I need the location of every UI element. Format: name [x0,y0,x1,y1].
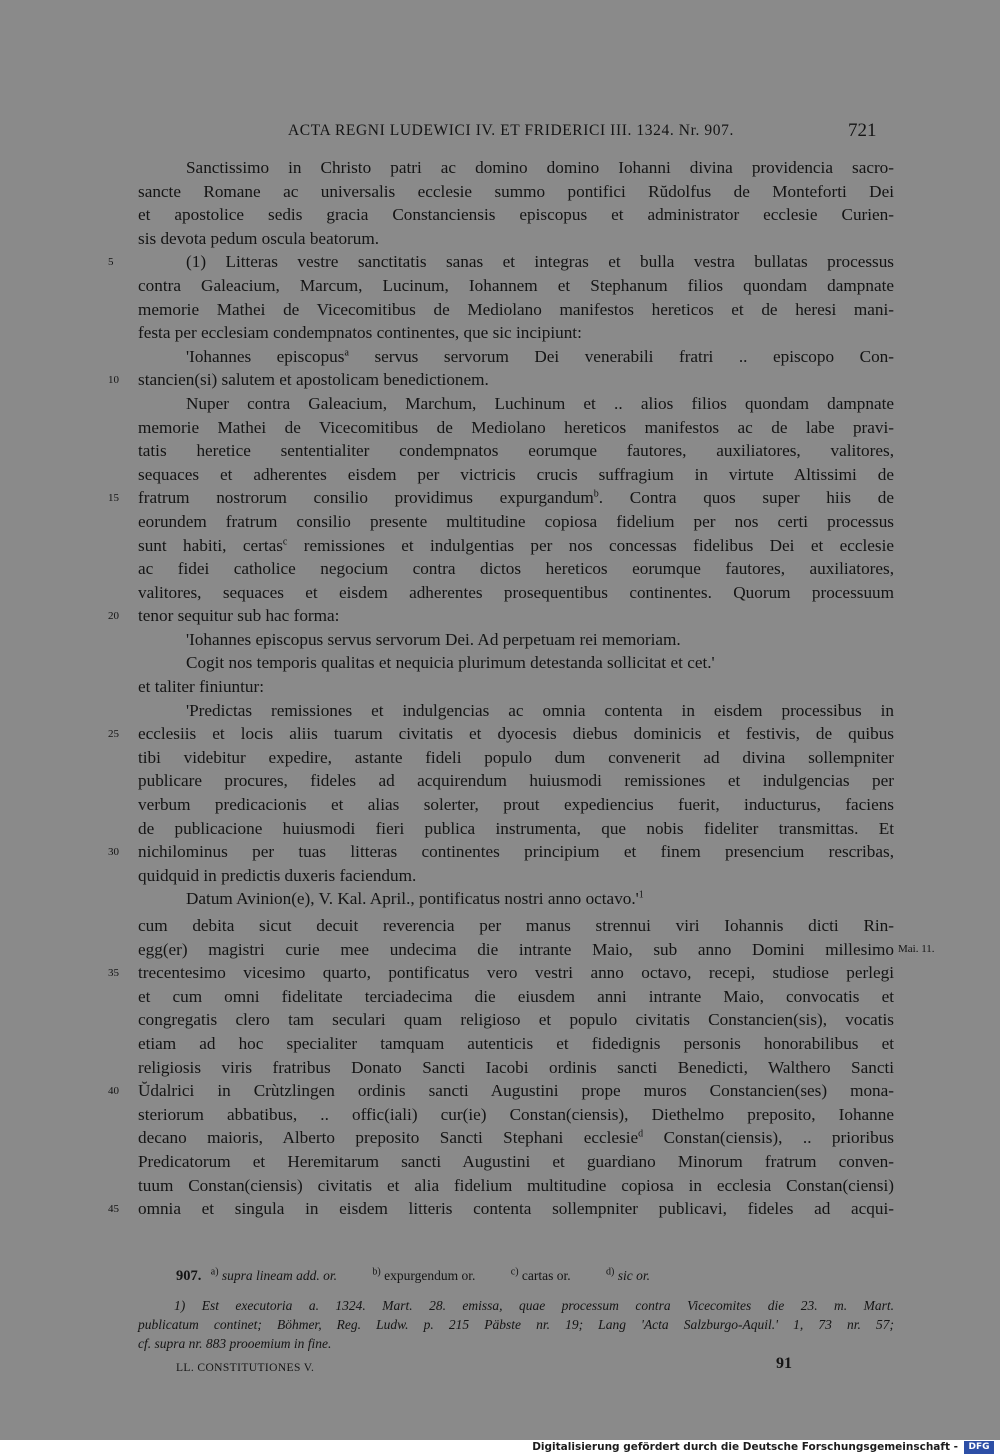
note-mark-a: a) [210,1266,219,1278]
footnote-marker: d [638,1128,644,1140]
line-text: omnia et singula in eisdem litteris contenta sollempniter publicavi, fideles ad acqui- [138,1199,894,1219]
line-text: contra Galeacium, Marcum, Lucinum, Iohannem et Stephanum filios quondam dampnate [138,275,894,295]
text-line [108,486,894,510]
text-line [138,180,894,204]
line-text: decano maioris, Alberto preposito Sancti Stephani ecclesie [138,1128,639,1148]
text-line [138,345,894,369]
line-text: publicare procures, fideles ad acquirendum huiusmodi remissiones et indulgencias per [138,771,894,791]
line-number: 10 [108,374,119,387]
note-d: sic or. [617,1268,651,1283]
funding-notice-bar [0,1440,1000,1455]
footnote-line: cf. supra nr. 883 prooemium in fine. [138,1336,332,1351]
margin-date-note: Mai. 11. [898,942,935,955]
text-line [138,1103,894,1127]
line-text: nichilominus per tuas litteras continentes principium et finem presencium rescribas, [138,842,894,862]
text-line [108,840,894,864]
text-line [138,274,894,298]
line-text: sunt habiti, certas [138,535,283,555]
line-text: trecentesimo vicesimo quarto, pontificatus vero vestri anno octavo, recepi, studiose perlegi [138,963,894,983]
line-text: sequaces et adherentes eisdem per victricis crucis suffragium in virtute Altissimi de [138,464,894,484]
text-line [138,203,894,227]
line-text: memorie Mathei de Vicecomitibus de Mediolano manifestos hereticos et de heresi mani- [138,299,894,319]
text-line [138,938,935,962]
line-text: fratrum nostrorum consilio providimus expurgandum [138,488,594,508]
text-line [138,1056,894,1080]
line-text: Sanctissimo in Christo patri ac domino domino Iohanni divina providencia sacro- [186,158,894,177]
text-line [108,1197,894,1221]
text-line [138,534,894,558]
text-line [138,1008,894,1032]
line-text: et taliter finiuntur: [138,677,265,697]
line-text: Ŭdalrici in Crùtzlingen ordinis sancti Augustini prope muros Constancien(ses) mona- [138,1081,894,1101]
note-mark-b: b) [372,1266,381,1278]
text-line [138,1032,894,1056]
line-number: 15 [108,492,119,505]
line-text: tuum Constan(ciensis) civitatis et alia fidelium multitudine copiosa in ecclesia Constan(ciensi) [138,1175,894,1195]
line-text: eorundem fratrum consilio presente multitudine copiosa fidelium per nos certi processus [138,511,894,531]
text-line [138,298,894,322]
text-line [138,864,894,888]
line-text: tibi videbitur expedire, astante fideli populo dum convenerit ad divina sollempniter [138,747,894,767]
textual-apparatus [176,1266,896,1286]
text-line [138,914,894,938]
text-line [138,1174,894,1198]
sheet-number: 91 [776,1355,792,1372]
text-line [138,817,894,841]
line-number: 20 [108,610,119,623]
line-text: 'Iohannes episcopus [186,346,345,366]
series-title: LL. CONSTITUTIONES V. [176,1362,315,1374]
running-title: ACTA REGNI LUDEWICI IV. ET FRIDERICI III. 1324. Nr. 907. [288,122,734,139]
line-text: verbum predicacionis et alias solerter, prout expediencius fuerit, inducturus, faciens [138,795,894,815]
text-line [138,156,894,180]
text-line [138,985,894,1009]
line-number: 25 [108,728,119,741]
footnote-line: publicatum continet; Böhmer, Reg. Ludw. p. 215 Päbste nr. 19; Lang 'Acta Salzburgo-Aquil.' 1, 73 nr. 57; [138,1317,894,1332]
line-text: egg(er) magistri curie mee undecima die intrante Maio, sub anno Domini millesimo [138,939,894,959]
text-line [138,887,894,911]
line-number: 5 [108,256,114,269]
text-line [138,675,894,699]
note-mark-c: c) [510,1266,519,1278]
line-text: congregatis clero tam seculari quam religioso et populo civitatis Constancien(sis), vocatis [138,1010,894,1030]
line-text: Datum Avinion(e), V. Kal. April., pontificatus nostri anno octavo.' [186,889,639,909]
line-text-continued: Constan(ciensis), .. prioribus [643,1128,894,1148]
historical-footnote [138,1296,894,1353]
line-text-continued: . Contra quos super hiis de [598,488,894,508]
document-number: 907. [176,1268,202,1284]
footnote-line: 1) Est executoria a. 1324. Mart. 28. emissa, quae processum contra Vicecomites die 23. m. Mart. [174,1298,894,1313]
footnote-marker: b [593,488,599,500]
line-text: Cogit nos temporis qualitas et nequicia plurimum detestanda sollicitat et cet.' [186,653,715,673]
line-text: Predicatorum et Heremitarum sancti Augustini et guardiano Minorum fratrum conven- [138,1151,894,1171]
line-text: Nuper contra Galeacium, Marchum, Luchinum et .. alios filios quondam dampnate [186,393,894,413]
text-line [138,321,894,345]
text-line [138,416,894,440]
line-text: 'Iohannes episcopus servus servorum Dei. Ad perpetuam rei memoriam. [186,629,681,649]
line-text: etiam ad hoc specialiter tamquam autenticis et fidedignis personis honorabilibus et [138,1033,894,1053]
line-text: sancte Romane ac universalis ecclesie summo pontifici Rŭdolfus de Monteforti Dei [138,181,894,201]
note-a: supra lineam add. or. [221,1268,338,1283]
line-text-continued: remissiones et indulgentias per nos concessas fidelibus Dei et ecclesie [287,535,894,555]
line-text: 'Predictas remissiones et indulgencias ac omnia contenta in eisdem processibus in [186,700,894,720]
dfg-logo: DFG [964,1441,994,1454]
note-b: expurgendum or. [384,1268,476,1283]
text-line [108,368,894,392]
main-text [108,156,935,1221]
text-line [138,651,894,675]
note-c: cartas or. [521,1268,571,1283]
page-header [0,122,1000,146]
text-line [138,746,894,770]
line-text: et apostolice sedis gracia Constanciensis episcopus et administrator ecclesie Curien- [138,205,894,225]
line-text: ac fidei catholice negocium contra dictos hereticos eorumque fautores, auxiliatores, [138,559,894,579]
text-line [138,510,894,534]
text-line [138,699,894,723]
line-text: et cum omni fidelitate terciadecima die eiusdem anni intrante Maio, convocatis et [138,986,894,1006]
text-line [108,722,894,746]
line-text: cum debita sicut decuit reverencia per manus strennui viri Iohannis dicti Rin- [138,916,894,935]
text-line [138,439,894,463]
line-text: tatis heretice sententialiter condempnatos eorumque fautores, auxiliatores, valitores, [138,441,894,461]
text-line [108,250,894,274]
text-line [108,961,894,985]
line-text: de publicacione huiusmodi fieri publica instrumenta, que nobis fideliter transmittas. Et [138,818,894,838]
text-line [138,1150,894,1174]
line-text: tenor sequitur sub hac forma: [138,606,340,626]
footnote-marker: c [282,535,288,547]
text-line [138,227,894,251]
line-text: stancien(si) salutem et apostolicam benedictionem. [138,370,489,390]
line-text: festa per ecclesiam condempnatos continentes, que sic incipiunt: [138,323,582,343]
line-text: sis devota pedum oscula beatorum. [138,228,380,248]
line-text: quidquid in predictis duxeris faciendum. [138,865,417,885]
text-line [138,557,894,581]
line-number: 45 [108,1203,119,1216]
line-text: valitores, sequaces et eisdem adherentes prosequentibus continentes. Quorum processuum [138,582,894,602]
text-line [138,628,894,652]
text-line [138,581,894,605]
funding-notice: Digitalisierung gefördert durch die Deutsche Forschungsgemeinschaft - [532,1441,958,1453]
line-number: 30 [108,846,119,859]
note-mark-d: d) [606,1266,615,1278]
text-line [108,604,894,628]
line-text-continued: servus servorum Dei venerabili fratri .. episcopo Con- [348,346,894,366]
line-text: steriorum abbatibus, .. offic(iali) cur(ie) Constan(ciensis), Diethelmo preposito, Iohanne [138,1104,894,1124]
footnote-marker: 1 [638,889,644,901]
page-number: 721 [848,120,877,141]
line-text: (1) Litteras vestre sanctitatis sanas et integras et bulla vestra bullatas processus [186,252,894,272]
text-line [108,1079,894,1103]
text-line [138,392,894,416]
line-number: 35 [108,967,119,980]
line-text: ecclesiis et locis aliis tuarum civitatis et dyocesis diebus dominicis et festivis, de quibus [138,724,894,744]
line-text: memorie Mathei de Vicecomitibus de Mediolano hereticos manifestos ac de labe pravi- [138,417,894,437]
text-line [138,1126,894,1150]
text-line [138,463,894,487]
text-line [138,769,894,793]
line-text: religiosis viris fratribus Donato Sancti Iacobi ordinis sancti Benedicti, Walthero Sancti [138,1057,894,1077]
text-line [138,793,894,817]
footnote-marker: a [344,347,349,359]
line-number: 40 [108,1085,119,1098]
